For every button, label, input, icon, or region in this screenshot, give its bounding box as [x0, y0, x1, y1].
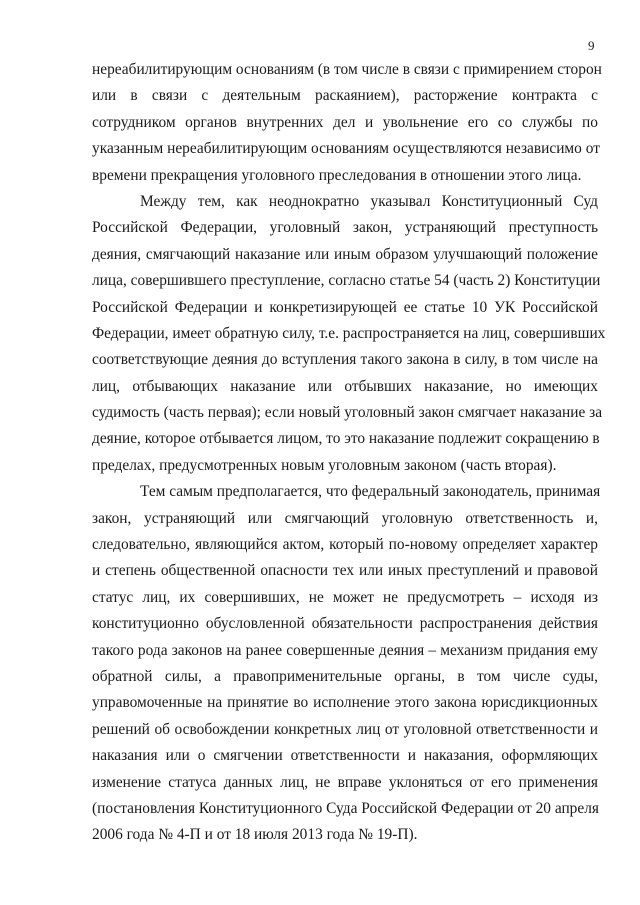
- text-line: изменение статуса данных лиц, не вправе уклоняться от его применения: [92, 773, 598, 791]
- text-line: такого рода законов на ранее совершенные деяния – механизм придания ему: [92, 641, 598, 659]
- text-line: 2006 года № 4-П и от 18 июля 2013 года № 19-П).: [92, 826, 418, 844]
- text-line: наказания или о смягчении ответственности и наказания, оформляющих: [92, 747, 598, 765]
- text-line: Российской Федерации, уголовный закон, устраняющий преступность: [92, 219, 598, 237]
- text-line: закон, устраняющий или смягчающий уголовную ответственность и,: [92, 509, 598, 527]
- text-line: сотрудником органов внутренних дел и увольнение его со службы по: [92, 113, 598, 131]
- text-line: лиц, отбывающих наказание или отбывших наказание, но имеющих: [92, 377, 598, 395]
- text-line: указанным нереабилитирующим основаниям осуществляются независимо от: [92, 140, 600, 158]
- text-line: Федерации, имеет обратную силу, т.е. распространяется на лиц, совершивших: [92, 324, 606, 342]
- text-line: судимость (часть первая); если новый уголовный закон смягчает наказание за: [92, 404, 603, 422]
- text-line: Российской Федерации и конкретизирующей ее статье 10 УК Российской: [92, 298, 598, 316]
- text-line: лица, совершившего преступление, согласно статье 54 (часть 2) Конституции: [92, 272, 601, 290]
- text-line: обратной силы, а правоприменительные органы, в том числе суды,: [92, 667, 598, 685]
- text-line: решений об освобождении конкретных лиц от уголовной ответственности и: [92, 720, 598, 738]
- text-line: или в связи с деятельным раскаянием), расторжение контракта с: [92, 87, 598, 105]
- page-number: 9: [588, 38, 595, 53]
- document-body: [92, 57, 606, 849]
- text-line: соответствующие деяния до вступления такого закона в силу, в том числе на: [92, 351, 598, 369]
- text-line: деяния, смягчающий наказание или иным образом улучшающий положение: [92, 245, 598, 263]
- text-line: времени прекращения уголовного преследования в отношении этого лица.: [92, 166, 582, 184]
- text-line: управомоченные на принятие во исполнение этого закона юрисдикционных: [92, 694, 598, 712]
- text-line: статус лиц, их совершивших, не может не предусмотреть – исходя из: [92, 588, 598, 606]
- text-line: Тем самым предполагается, что федеральный законодатель, принимая: [140, 483, 601, 501]
- text-line: Между тем, как неоднократно указывал Конституционный Суд: [140, 192, 598, 210]
- text-line: и степень общественной опасности тех или иных преступлений и правовой: [92, 562, 598, 580]
- text-line: (постановления Конституционного Суда Российской Федерации от 20 апреля: [92, 799, 599, 817]
- text-line: следовательно, являющийся актом, который по-новому определяет характер: [92, 536, 598, 554]
- text-line: нереабилитирующим основаниям (в том числе в связи с примирением сторон: [92, 61, 602, 78]
- text-line: конституционно обусловленной обязательности распространения действия: [92, 615, 598, 633]
- text-line: пределах, предусмотренных новым уголовным законом (часть вторая).: [92, 456, 557, 474]
- text-line: деяние, которое отбывается лицом, то это наказание подлежит сокращению в: [92, 430, 600, 448]
